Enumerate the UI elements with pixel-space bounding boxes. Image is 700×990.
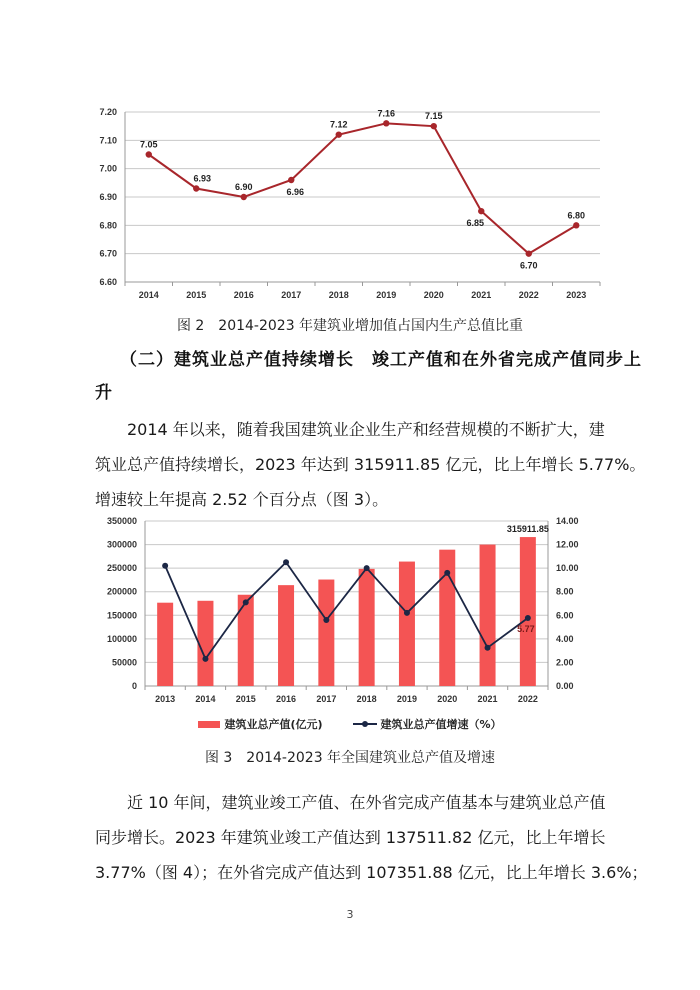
- data-point: [243, 599, 249, 605]
- x-tick-label: 2014: [138, 290, 159, 300]
- x-tick-label: 2021: [471, 290, 492, 300]
- gdp-share-line: [149, 123, 577, 253]
- output-bar: [399, 562, 415, 686]
- gdp-share-line-chart: [0, 0, 700, 310]
- x-tick-label: 2022: [517, 694, 538, 704]
- data-point: [283, 559, 289, 565]
- output-bar: [359, 569, 375, 686]
- x-tick-label: 2013: [155, 694, 176, 704]
- x-tick-label: 2015: [186, 290, 207, 300]
- x-tick-label: 2020: [437, 694, 458, 704]
- data-label: 6.96: [286, 187, 305, 197]
- output-bar: [278, 585, 294, 686]
- data-point: [336, 131, 342, 137]
- data-point: [288, 177, 294, 183]
- left-y-tick-label: 300000: [106, 539, 137, 550]
- data-label: 7.16: [377, 108, 396, 119]
- paragraph-line: 2014 年以来，随着我国建筑业企业生产和经营规模的不断扩大，建: [127, 420, 605, 439]
- x-tick-label: 2019: [396, 694, 417, 704]
- left-y-tick-label: 200000: [106, 586, 137, 597]
- output-bar: [197, 601, 213, 686]
- x-tick-label: 2016: [276, 694, 297, 704]
- data-label: 7.15: [424, 111, 443, 122]
- y-tick-label: 6.60: [99, 277, 117, 287]
- section-heading-line1: （二）建筑业总产值持续增长 竣工产值和在外省完成产值同步上: [120, 350, 642, 370]
- paragraph-completed-output: [95, 785, 648, 890]
- section-heading-line2: 升: [95, 383, 113, 403]
- data-point: [431, 123, 437, 129]
- x-tick-label: 2021: [477, 694, 498, 704]
- data-point: [202, 656, 208, 662]
- output-bar: [480, 545, 496, 686]
- figure2-caption: 图 2 2014-2023 年建筑业增加值占国内生产总值比重: [176, 318, 524, 334]
- y-tick-label: 6.80: [99, 220, 117, 231]
- y-tick-label: 7.10: [99, 135, 117, 146]
- y-tick-label: 6.90: [99, 192, 117, 202]
- paragraph-line: 增速较上年提高 2.52 个百分点（图 3）。: [95, 490, 389, 509]
- right-y-tick-label: 2.00: [556, 657, 574, 668]
- x-tick-label: 2019: [376, 290, 397, 300]
- output-bar: [157, 603, 173, 686]
- page-number: 3: [346, 908, 354, 921]
- line-marker-swatch-icon: [353, 723, 377, 725]
- bar-swatch-icon: [198, 721, 220, 728]
- data-label: 6.93: [193, 173, 212, 184]
- x-tick-label: 2014: [195, 694, 216, 704]
- right-y-tick-label: 14.00: [556, 516, 579, 526]
- legend-label-growth: 建筑业总产值增速（%）: [380, 718, 502, 731]
- output-bar: [318, 580, 334, 686]
- data-point: [146, 151, 152, 157]
- left-y-tick-label: 100000: [106, 633, 137, 644]
- left-y-tick-label: 50000: [111, 657, 137, 668]
- data-label: 6.85: [466, 218, 485, 229]
- x-tick-label: 2023: [566, 290, 587, 300]
- data-label: 6.80: [567, 210, 586, 221]
- left-y-tick-label: 0: [131, 681, 137, 691]
- data-point: [383, 120, 389, 126]
- data-point: [478, 208, 484, 214]
- x-tick-label: 2022: [518, 290, 539, 300]
- growth-rate-line: [165, 562, 528, 659]
- paragraph-line: 3.77%（图 4）；在外省完成产值达到 107351.88 亿元，比上年增长 3.6%；: [95, 863, 648, 882]
- data-point: [404, 610, 410, 616]
- figure3-caption: 图 3 2014-2023 年全国建筑业总产值及增速: [204, 750, 496, 766]
- data-label: 6.70: [519, 260, 538, 271]
- right-y-tick-label: 0.00: [556, 681, 574, 691]
- x-tick-label: 2020: [423, 290, 444, 300]
- data-point: [525, 615, 531, 621]
- legend-item-output: [198, 716, 322, 732]
- data-point: [323, 617, 329, 623]
- data-label: 7.05: [139, 139, 158, 150]
- data-point: [485, 645, 491, 651]
- left-y-tick-label: 250000: [106, 563, 137, 574]
- y-tick-label: 7.00: [99, 163, 117, 174]
- data-point: [162, 563, 168, 569]
- x-tick-label: 2015: [235, 694, 256, 704]
- data-point: [241, 194, 247, 200]
- figure3-legend: [0, 716, 700, 732]
- right-y-tick-label: 10.00: [556, 563, 579, 574]
- data-label: 7.12: [329, 119, 348, 130]
- data-point: [364, 565, 370, 571]
- paragraph-line: 近 10 年间，建筑业竣工产值、在外省完成产值基本与建筑业总产值: [127, 793, 606, 812]
- data-point: [193, 185, 199, 191]
- output-bar: [520, 537, 536, 686]
- x-tick-label: 2017: [281, 290, 302, 300]
- legend-item-growth: [353, 716, 502, 732]
- output-bar: [238, 595, 254, 686]
- data-point: [444, 570, 450, 576]
- y-tick-label: 7.20: [99, 107, 117, 117]
- paragraph-line: 同步增长。2023 年建筑业竣工产值达到 137511.82 亿元，比上年增长: [95, 828, 606, 847]
- left-y-tick-label: 150000: [106, 610, 137, 621]
- right-y-tick-label: 8.00: [556, 586, 574, 597]
- bar-value-label: 315911.85: [506, 524, 549, 535]
- x-tick-label: 2018: [356, 694, 377, 704]
- x-tick-label: 2017: [316, 694, 337, 704]
- total-output-bar-line-chart: [0, 505, 700, 710]
- right-y-tick-label: 4.00: [556, 633, 574, 644]
- data-label: 6.90: [234, 182, 253, 192]
- data-point: [573, 222, 579, 228]
- paragraph-line: 筑业总产值持续增长，2023 年达到 315911.85 亿元，比上年增长 5.77%。: [95, 455, 646, 474]
- left-y-tick-label: 350000: [106, 516, 137, 526]
- right-y-tick-label: 6.00: [556, 610, 574, 621]
- x-tick-label: 2018: [328, 290, 349, 300]
- y-tick-label: 6.70: [99, 248, 117, 259]
- legend-label-output: 建筑业总产值(亿元): [224, 718, 323, 731]
- paragraph-total-output: [95, 412, 646, 517]
- data-point: [526, 250, 532, 256]
- growth-value-label: 5.77: [517, 623, 535, 634]
- right-y-tick-label: 12.00: [556, 539, 579, 550]
- x-tick-label: 2016: [233, 290, 254, 300]
